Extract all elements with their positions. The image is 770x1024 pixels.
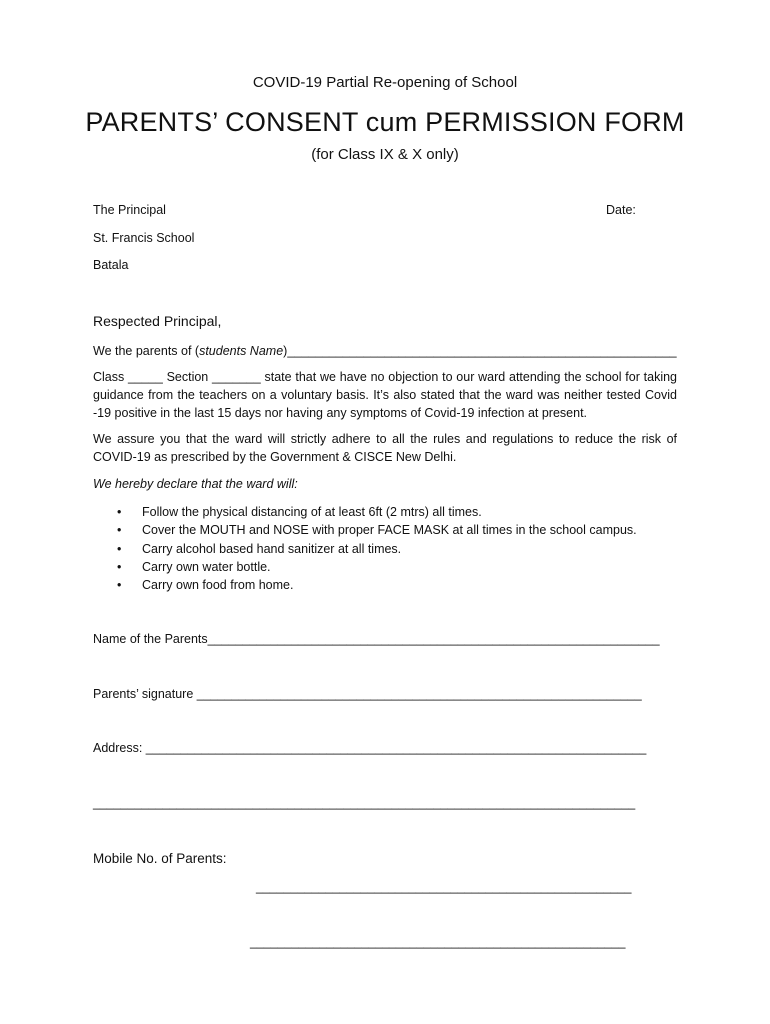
- list-item: • Follow the physical distancing of at least 6ft (2 mtrs) all times.: [117, 503, 637, 521]
- bullet-icon: •: [117, 578, 122, 593]
- address-field[interactable]: Address: ________________________________________________________________________: [93, 741, 647, 755]
- list-item: • Carry alcohol based hand sanitizer at all times.: [117, 540, 637, 558]
- parent-signature-field[interactable]: Parents’ signature ________________________________________________________________: [93, 687, 642, 701]
- mobile-field-2[interactable]: ______________________________________________________: [250, 935, 626, 949]
- date-label: Date:: [606, 203, 636, 217]
- parents-of-line: [93, 342, 677, 360]
- list-item: • Carry own water bottle.: [117, 558, 637, 576]
- students-name-hint: students Name: [199, 344, 284, 358]
- mobile-label: Mobile No. of Parents:: [93, 851, 227, 866]
- recipient-line-1: The Principal: [93, 203, 166, 217]
- recipient-line-2: St. Francis School: [93, 231, 195, 245]
- form-subtitle: (for Class IX & X only): [311, 146, 459, 163]
- class-section-paragraph: Class _____ Section _______ state that we have no objection to our ward attending the school for taking guidance from the teachers on a voluntary basis. It’s also stated that the ward was neither tested Covid -19 positive in the last 15 days nor having any symptoms of Covid-19 infection at present.: [93, 370, 677, 420]
- list-item: • Carry own food from home.: [117, 576, 637, 594]
- address-field-line-2[interactable]: ______________________________________________________________________________: [93, 796, 636, 810]
- declaration-heading: We hereby declare that the ward will:: [93, 477, 298, 491]
- salutation: Respected Principal,: [93, 313, 222, 329]
- form-title: PARENTS’ CONSENT cum PERMISSION FORM: [85, 107, 685, 137]
- mobile-field-1[interactable]: ______________________________________________________: [256, 880, 632, 894]
- bullet-icon: •: [117, 505, 122, 519]
- declaration-list: [117, 503, 637, 594]
- bullet-icon: •: [117, 541, 122, 556]
- bullet-icon: •: [117, 559, 122, 574]
- document-header-line: COVID-19 Partial Re-opening of School: [252, 74, 518, 91]
- students-name-blank: )________________________________________________________: [283, 344, 677, 358]
- bullet-icon: •: [117, 523, 122, 538]
- recipient-line-3: Batala: [93, 258, 129, 272]
- assurance-paragraph: We assure you that the ward will strictly adhere to all the rules and regulations to reduce the risk of COVID-19 as prescribed by the Government & CISCE New Delhi.: [93, 432, 677, 464]
- parent-name-field[interactable]: Name of the Parents_________________________________________________________________: [93, 632, 660, 646]
- list-item: • Cover the MOUTH and NOSE with proper FACE MASK at all times in the school campus.: [117, 521, 637, 539]
- parents-prefix: We the parents of (: [93, 344, 200, 358]
